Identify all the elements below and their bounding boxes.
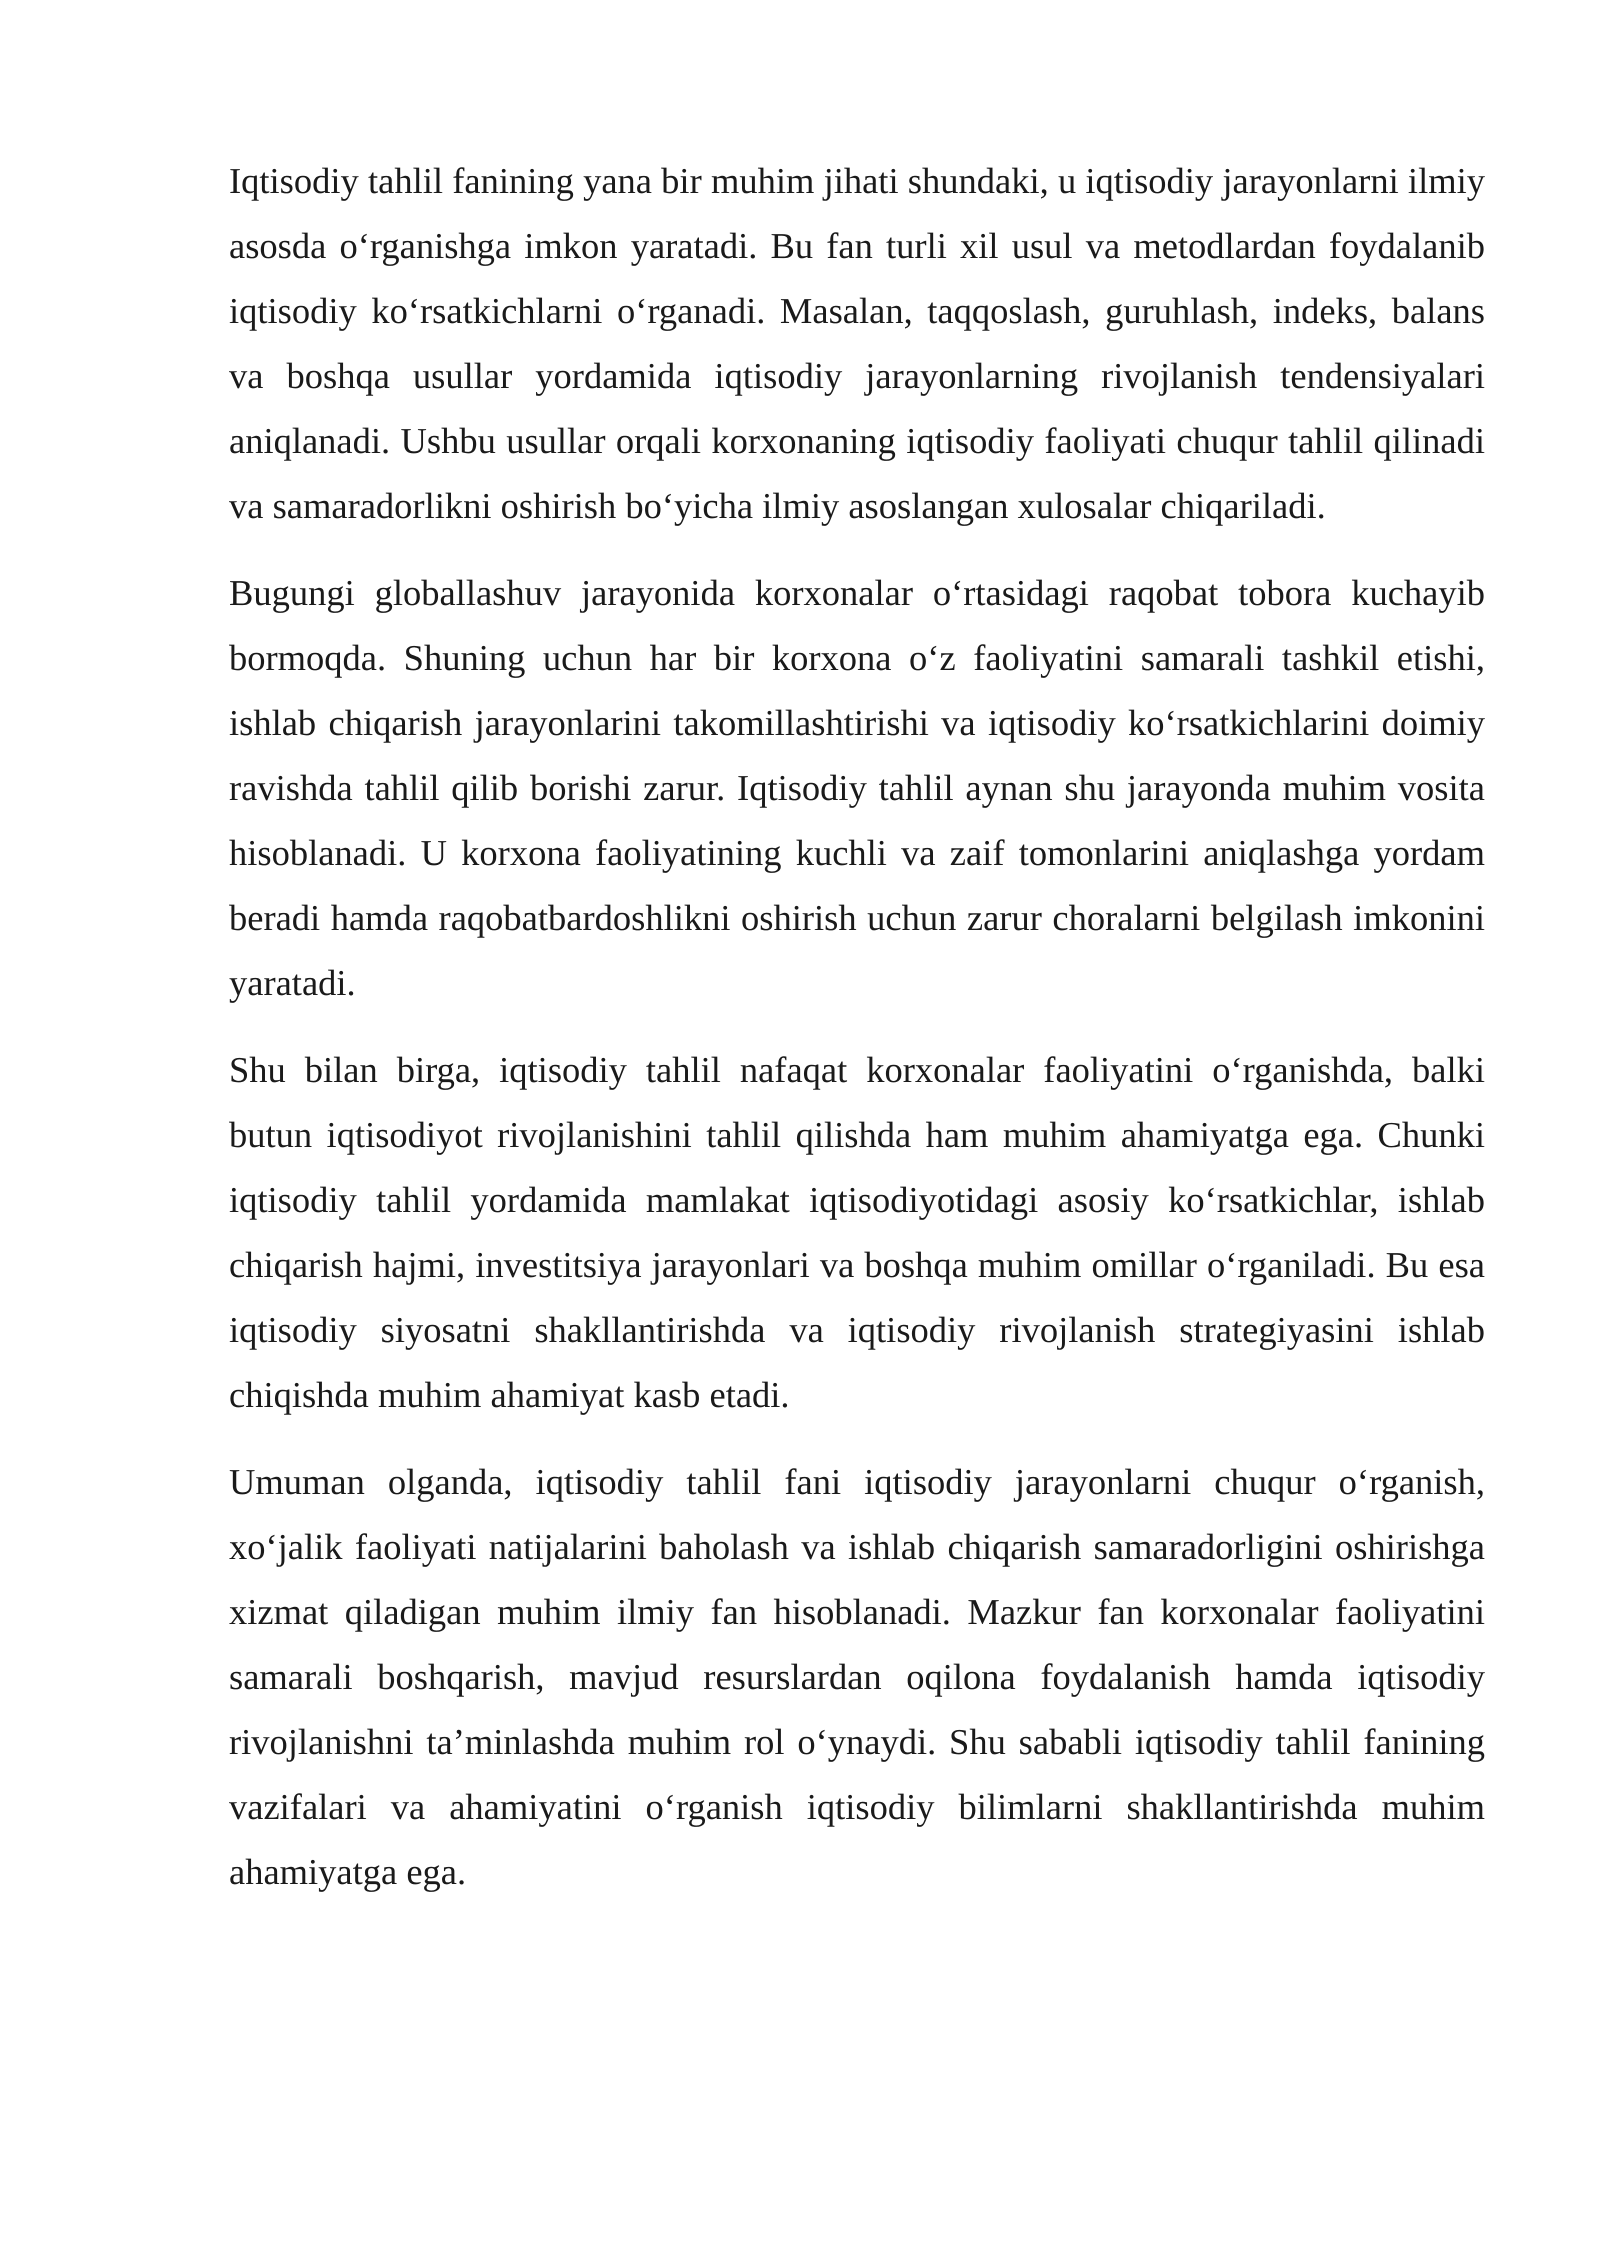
paragraph-2: Bugungi globallashuv jarayonida korxonalar o‘rtasidagi raqobat tobora kuchayib bormoqda. Shuning uchun har bir korxona o‘z faoliyatini samarali tashkil etishi, ishlab chiqarish jarayonlarini takomillashtirishi va iqtisodiy ko‘rsatkichlarini doimiy ravishda tahlil qilib borishi zarur. Iqtisodiy tahlil aynan shu jarayonda muhim vosita hisoblanadi. U korxona faoliyatining kuchli va zaif tomonlarini aniqlashga yordam beradi hamda raqobatbardoshlikni oshirish uchun zarur choralarni belgilash imkonini yaratadi.: [229, 572, 1485, 1003]
paragraph-3: Shu bilan birga, iqtisodiy tahlil nafaqat korxonalar faoliyatini o‘rganishda, balki butun iqtisodiyot rivojlanishini tahlil qilishda ham muhim ahamiyatga ega. Chunki iqtisodiy tahlil yordamida mamlakat iqtisodiyotidagi asosiy ko‘rsatkichlar, ishlab chiqarish hajmi, investitsiya jarayonlari va boshqa muhim omillar o‘rganiladi. Bu esa iqtisodiy siyosatni shakllantirishda va iqtisodiy rivojlanish strategiyasini ishlab chiqishda muhim ahamiyat kasb etadi.: [229, 1049, 1485, 1415]
paragraph-4: Umuman olganda, iqtisodiy tahlil fani iqtisodiy jarayonlarni chuqur o‘rganish, xo‘jalik faoliyati natijalarini baholash va ishlab chiqarish samaradorligini oshirishga xizmat qiladigan muhim ilmiy fan hisoblanadi. Mazkur fan korxonalar faoliyatini samarali boshqarish, mavjud resurslardan oqilona foydalanish hamda iqtisodiy rivojlanishni ta’minlashda muhim rol o‘ynaydi. Shu sababli iqtisodiy tahlil fanining vazifalari va ahamiyatini o‘rganish iqtisodiy bilimlarni shakllantirishda muhim ahamiyatga ega.: [229, 1461, 1485, 1892]
document-body: [229, 148, 1485, 1926]
paragraph-1: Iqtisodiy tahlil fanining yana bir muhim jihati shundaki, u iqtisodiy jarayonlarni ilmiy asosda o‘rganishga imkon yaratadi. Bu fan turli xil usul va metodlardan foydalanib iqtisodiy ko‘rsatkichlarni o‘rganadi. Masalan, taqqoslash, guruhlash, indeks, balans va boshqa usullar yordamida iqtisodiy jarayonlarning rivojlanish tendensiyalari aniqlanadi. Ushbu usullar orqali korxonaning iqtisodiy faoliyati chuqur tahlil qilinadi va samaradorlikni oshirish bo‘yicha ilmiy asoslangan xulosalar chiqariladi.: [229, 160, 1485, 526]
